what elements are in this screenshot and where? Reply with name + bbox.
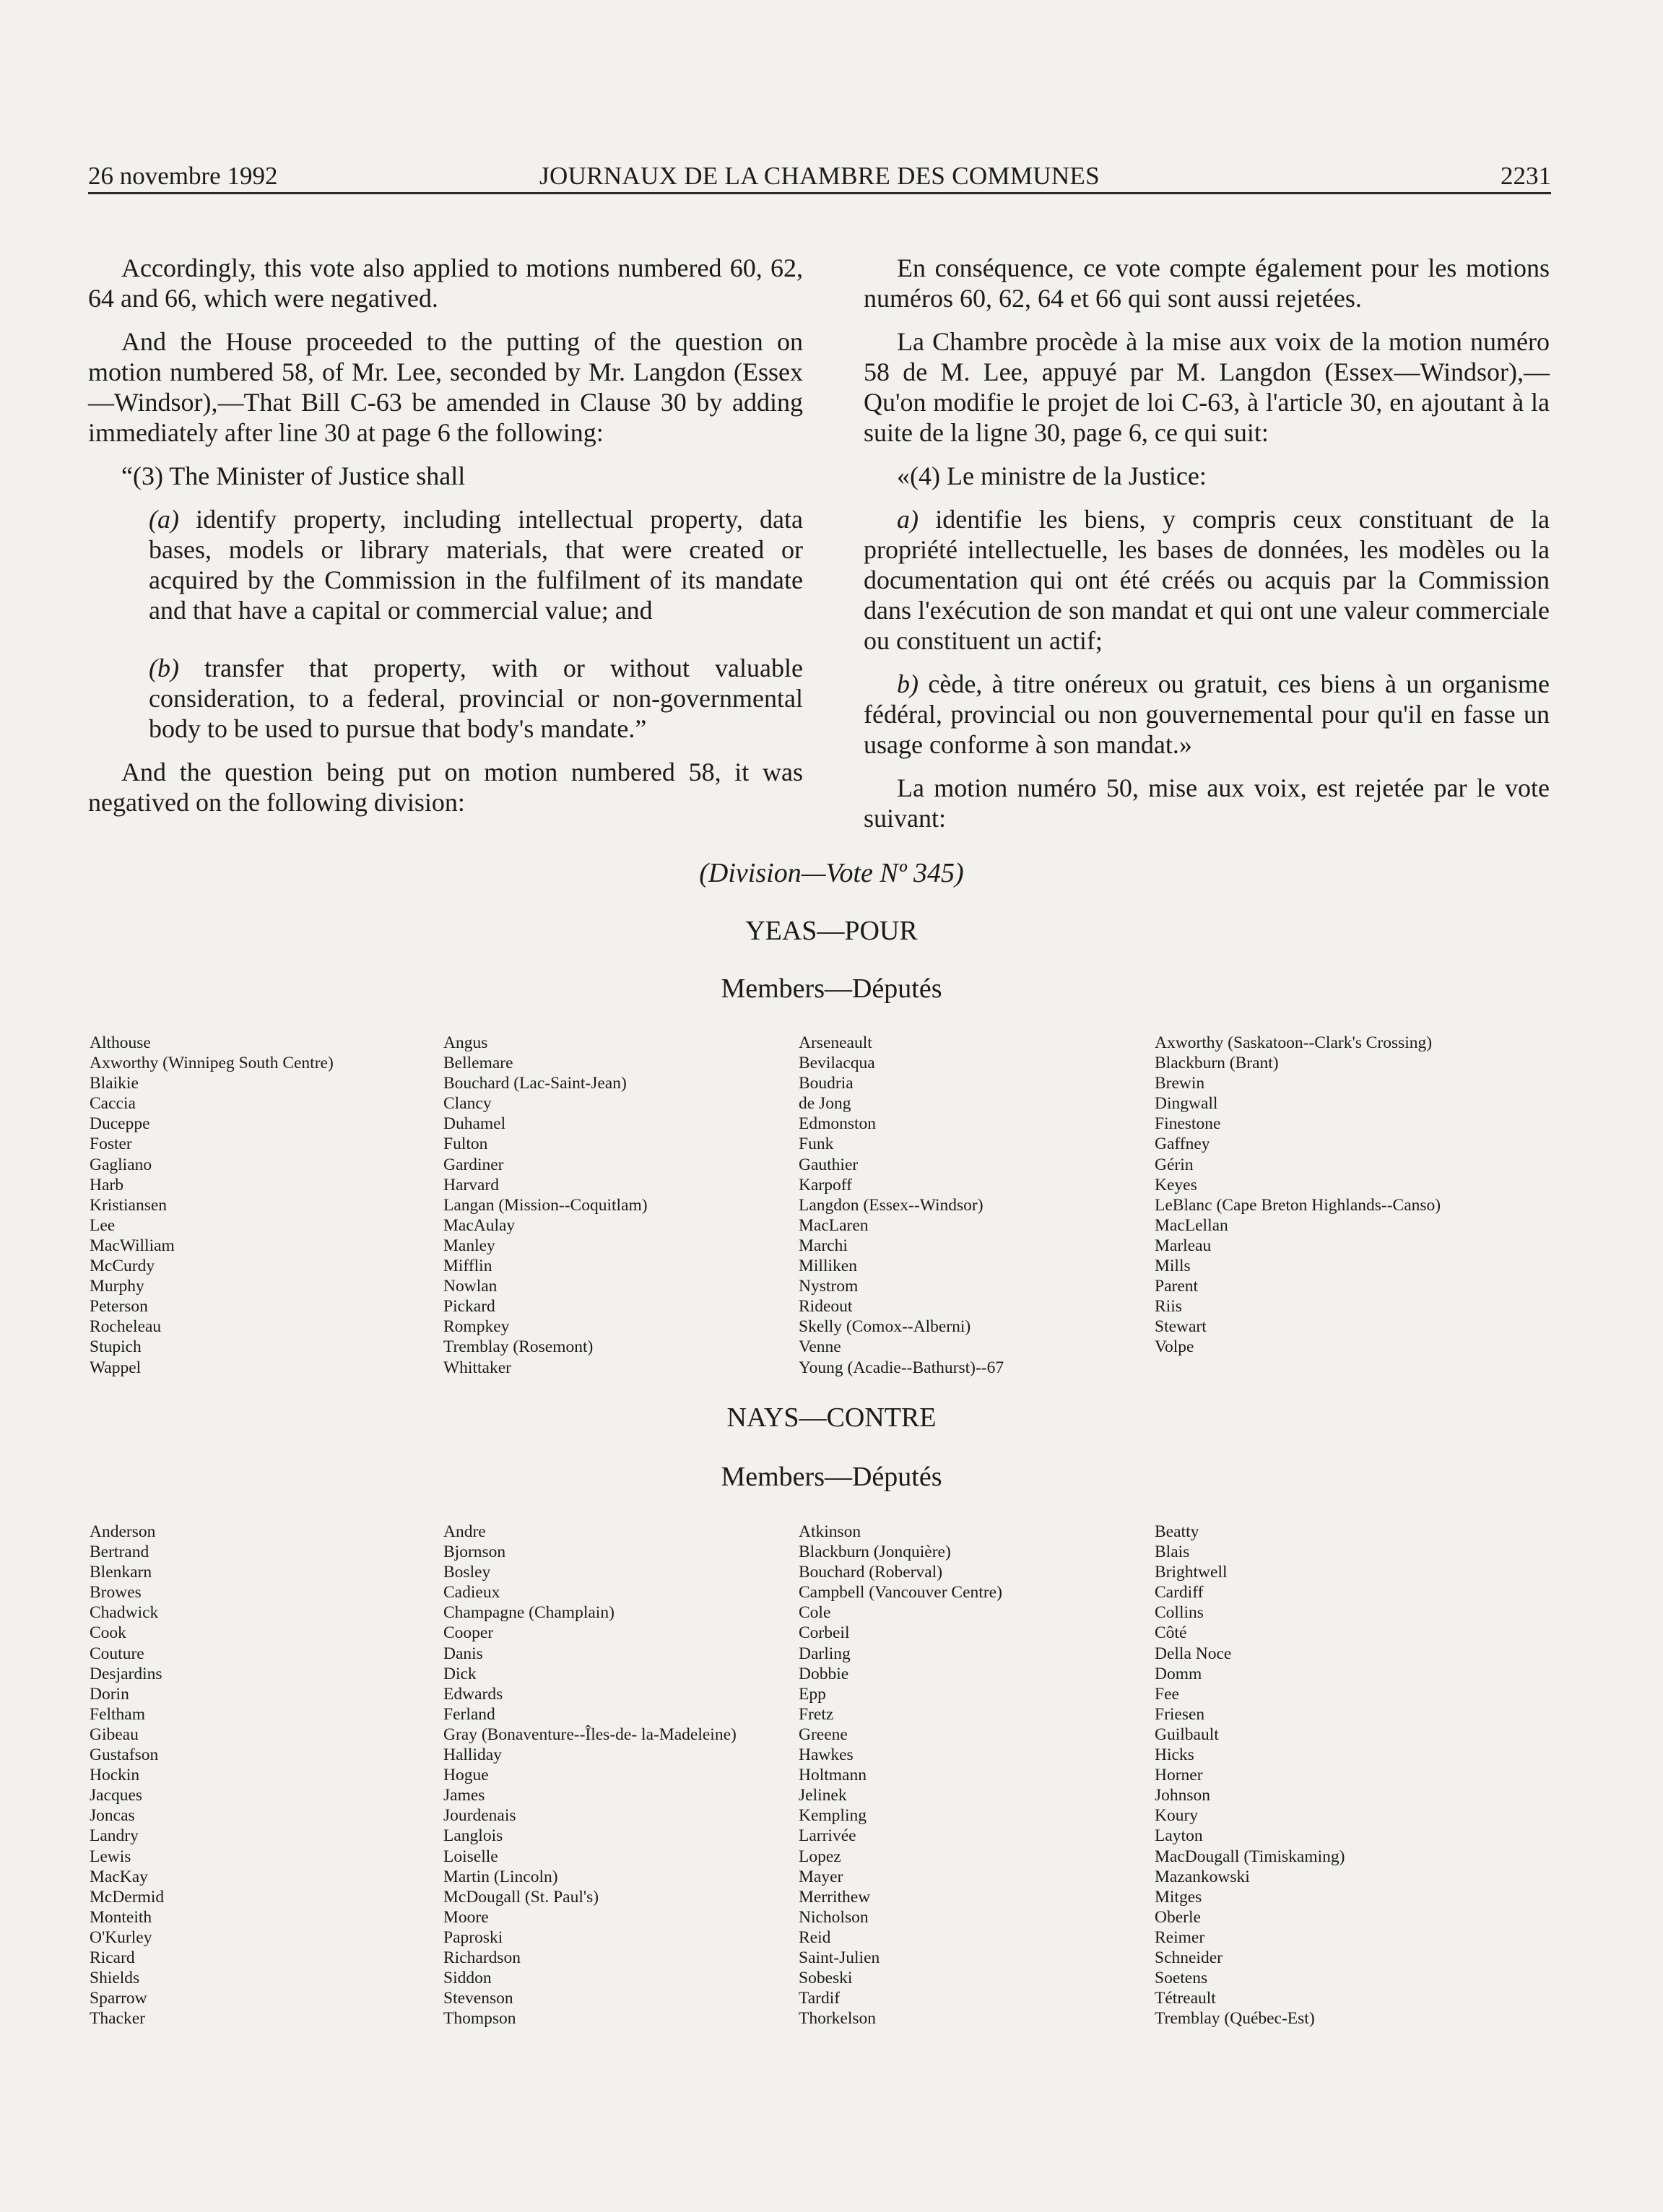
member-name: LeBlanc (Cape Breton Highlands--Canso) <box>1155 1195 1441 1215</box>
member-name: Brightwell <box>1155 1563 1228 1582</box>
member-name: Bevilacqua <box>799 1054 875 1073</box>
member-name: Gustafson <box>90 1745 159 1765</box>
member-name: Siddon <box>443 1969 492 1988</box>
member-name: Tremblay (Québec-Est) <box>1155 2009 1315 2029</box>
nays-names-column-3 <box>799 1522 1002 2029</box>
member-name: Langdon (Essex--Windsor) <box>799 1195 984 1215</box>
member-name: Fee <box>1155 1684 1179 1704</box>
page-header <box>88 160 1551 194</box>
en-paragraph-1: Accordingly, this vote also applied to motions numbered 60, 62, 64 and 66, which were negatived. <box>88 253 803 313</box>
member-name: Layton <box>1155 1826 1203 1846</box>
member-name: Langan (Mission--Coquitlam) <box>443 1195 648 1215</box>
member-name: Larrivée <box>799 1826 856 1846</box>
member-name: Greene <box>799 1725 848 1744</box>
member-name: Lee <box>90 1215 116 1235</box>
member-name: Cadieux <box>443 1583 500 1602</box>
member-name: Champagne (Champlain) <box>443 1603 615 1623</box>
member-name: Ferland <box>443 1704 495 1724</box>
member-name: Richardson <box>443 1948 521 1967</box>
member-name: Jourdenais <box>443 1806 516 1826</box>
member-name: Harb <box>90 1175 123 1194</box>
member-name: MacAulay <box>443 1215 516 1235</box>
member-name: Dobbie <box>799 1664 849 1683</box>
member-name: Young (Acadie--Bathurst)--67 <box>799 1358 1004 1377</box>
en-item-a-label: (a) <box>149 505 179 534</box>
member-name: Holtmann <box>799 1766 867 1785</box>
member-name: Bouchard (Lac-Saint-Jean) <box>443 1074 627 1093</box>
member-name: Marleau <box>1155 1236 1212 1255</box>
member-name: Venne <box>799 1337 841 1357</box>
member-name: Hogue <box>443 1766 489 1785</box>
member-name: Hockin <box>90 1766 140 1785</box>
member-name: Joncas <box>90 1806 135 1826</box>
member-name: Jelinek <box>799 1786 847 1805</box>
yeas-heading: YEAS—POUR <box>745 916 918 946</box>
member-name: Clancy <box>443 1094 492 1114</box>
member-name: MacLellan <box>1155 1215 1228 1235</box>
member-name: Côté <box>1155 1623 1187 1643</box>
member-name: Mills <box>1155 1257 1191 1276</box>
member-name: Cole <box>799 1603 831 1623</box>
member-name: Bouchard (Roberval) <box>799 1563 943 1582</box>
member-name: Stevenson <box>443 1989 513 2008</box>
member-name: Funk <box>799 1135 834 1154</box>
member-name: Karpoff <box>799 1175 852 1194</box>
member-name: Lopez <box>799 1847 841 1866</box>
member-name: Friesen <box>1155 1704 1205 1724</box>
member-name: Tardif <box>799 1989 841 2008</box>
member-name: Langlois <box>443 1826 503 1846</box>
member-name: Gauthier <box>799 1155 859 1174</box>
member-name: Moore <box>443 1907 489 1927</box>
member-name: Couture <box>90 1644 144 1663</box>
member-name: Nystrom <box>799 1277 859 1296</box>
member-name: Della Noce <box>1155 1644 1232 1663</box>
nays-names-column-1 <box>90 1522 164 2029</box>
member-name: Beatty <box>1155 1522 1199 1541</box>
member-name: Thorkelson <box>799 2009 877 2029</box>
member-name: Stewart <box>1155 1317 1207 1337</box>
member-name: McDougall (St. Paul's) <box>443 1887 599 1907</box>
member-name: Nowlan <box>443 1277 498 1296</box>
member-name: Duhamel <box>443 1114 506 1134</box>
en-paragraph-2: And the House proceeded to the putting of the question on motion numbered 58, of Mr. Lee, seconded by Mr. Langdon (Essex—Windsor),—That Bill C-63 be amended in Clause 30 by adding immediately after line 30 at page 6 the following: <box>88 327 803 447</box>
french-column <box>864 253 1550 846</box>
member-name: Schneider <box>1155 1948 1223 1967</box>
nays-names-column-4 <box>1155 1522 1345 2029</box>
member-name: Peterson <box>90 1297 148 1317</box>
member-name: Chadwick <box>90 1603 159 1623</box>
member-name: Murphy <box>90 1277 144 1296</box>
member-name: Campbell (Vancouver Centre) <box>799 1583 1002 1602</box>
en-item-a-text: identify property, including intellectual property, data bases, models or library materials, that were created or acquired by the Commission in the fulfilment of its mandate and that have a capital or commercial value; and <box>149 505 803 625</box>
member-name: Blenkarn <box>90 1563 152 1582</box>
member-name: Tétreault <box>1155 1989 1216 2008</box>
member-name: Mitges <box>1155 1887 1202 1907</box>
member-name: Oberle <box>1155 1907 1201 1927</box>
member-name: Finestone <box>1155 1114 1221 1134</box>
member-name: Epp <box>799 1684 826 1704</box>
member-name: Guilbault <box>1155 1725 1219 1744</box>
member-name: Gérin <box>1155 1155 1194 1174</box>
member-name: Bosley <box>443 1563 491 1582</box>
fr-item-b-label: b) <box>897 669 919 698</box>
member-name: Whittaker <box>443 1358 511 1377</box>
member-name: Gaffney <box>1155 1135 1210 1154</box>
member-name: Jacques <box>90 1786 143 1805</box>
member-name: Koury <box>1155 1806 1199 1826</box>
fr-paragraph-2: La Chambre procède à la mise aux voix de la motion numéro 58 de M. Lee, appuyé par M. Langdon (Essex—Windsor),—Qu'on modifie le projet de loi C-63, à l'article 30, en ajoutant à la suite de la ligne 30, page 6, ce qui suit: <box>864 327 1550 447</box>
member-name: Rompkey <box>443 1317 510 1337</box>
fr-item-b <box>864 669 1550 760</box>
yeas-names-column-1 <box>90 1033 334 1378</box>
member-name: Landry <box>90 1826 139 1846</box>
fr-item-b-text: cède, à titre onéreux ou gratuit, ces biens à un organisme fédéral, provincial ou non gouvernemental pour qu'il en fasse un usage conforme à son mandat.» <box>864 669 1550 759</box>
member-name: Harvard <box>443 1175 499 1194</box>
member-name: Feltham <box>90 1704 146 1724</box>
member-name: Cardiff <box>1155 1583 1204 1602</box>
member-name: Gibeau <box>90 1725 139 1744</box>
en-item-b-text: transfer that property, with or without valuable consideration, to a federal, provincial or non-governmental body to be used to pursue that body's mandate.” <box>149 654 803 743</box>
member-name: Axworthy (Saskatoon--Clark's Crossing) <box>1155 1033 1433 1052</box>
header-journal-title: JOURNAUX DE LA CHAMBRE DES COMMUNES <box>539 162 1100 190</box>
member-name: Bjornson <box>443 1543 506 1562</box>
member-name: Rideout <box>799 1297 853 1317</box>
member-name: Wappel <box>90 1358 142 1377</box>
member-name: Foster <box>90 1135 132 1154</box>
member-name: Edmonston <box>799 1114 877 1134</box>
member-name: Browes <box>90 1583 142 1602</box>
yeas-names-column-2 <box>443 1033 648 1378</box>
member-name: MacWilliam <box>90 1236 175 1255</box>
member-name: Stupich <box>90 1337 142 1357</box>
fr-item-a-text: identifie les biens, y compris ceux constituant de la propriété intellectuelle, les bases de données, les modèles ou la documentation qui ont été créés ou acquis par la Commission dans l'exécution de son mandat et qui ont une valeur commerciale ou constituent un actif; <box>864 505 1550 655</box>
member-name: Thacker <box>90 2009 145 2029</box>
member-name: Gardiner <box>443 1155 504 1174</box>
member-name: Atkinson <box>799 1522 861 1541</box>
member-name: McDermid <box>90 1887 165 1907</box>
nays-heading: NAYS—CONTRE <box>726 1402 937 1433</box>
member-name: Boudria <box>799 1074 854 1093</box>
member-name: Volpe <box>1155 1337 1194 1357</box>
member-name: James <box>443 1786 485 1805</box>
yeas-subheading: Members—Députés <box>721 973 942 1004</box>
member-name: Blaikie <box>90 1074 139 1093</box>
member-name: Gagliano <box>90 1155 152 1174</box>
member-name: O'Kurley <box>90 1927 152 1947</box>
member-name: Mazankowski <box>1155 1867 1250 1886</box>
member-name: Anderson <box>90 1522 156 1541</box>
en-item-a <box>149 504 803 625</box>
member-name: Martin (Lincoln) <box>443 1867 558 1886</box>
member-name: Caccia <box>90 1094 136 1114</box>
division-heading: (Division—Vote Nº 345) <box>699 858 964 888</box>
member-name: Duceppe <box>90 1114 150 1134</box>
member-name: Edwards <box>443 1684 503 1704</box>
member-name: Saint-Julien <box>799 1948 880 1967</box>
fr-item-a <box>864 504 1550 656</box>
en-item-b-label: (b) <box>149 654 179 682</box>
member-name: Paproski <box>443 1927 503 1947</box>
member-name: Dorin <box>90 1684 129 1704</box>
member-name: Corbeil <box>799 1623 850 1643</box>
member-name: Lewis <box>90 1847 131 1866</box>
member-name: Ricard <box>90 1948 135 1967</box>
member-name: Parent <box>1155 1277 1199 1296</box>
member-name: Sobeski <box>799 1969 853 1988</box>
member-name: de Jong <box>799 1094 851 1114</box>
member-name: Nicholson <box>799 1907 869 1927</box>
member-name: Arseneault <box>799 1033 872 1052</box>
member-name: Hawkes <box>799 1745 854 1765</box>
member-name: McCurdy <box>90 1257 155 1276</box>
member-name: Bertrand <box>90 1543 149 1562</box>
member-name: MacDougall (Timiskaming) <box>1155 1847 1345 1866</box>
member-name: Dingwall <box>1155 1094 1218 1114</box>
member-name: Blackburn (Jonquière) <box>799 1543 951 1562</box>
nays-names-column-2 <box>443 1522 737 2029</box>
member-name: Darling <box>799 1644 851 1663</box>
header-date: 26 novembre 1992 <box>88 162 278 190</box>
member-name: Halliday <box>443 1745 502 1765</box>
english-column <box>88 253 803 830</box>
member-name: Andre <box>443 1522 486 1541</box>
member-name: Kristiansen <box>90 1195 168 1215</box>
member-name: Manley <box>443 1236 495 1255</box>
member-name: Bellemare <box>443 1054 513 1073</box>
member-name: Hicks <box>1155 1745 1194 1765</box>
member-name: Mayer <box>799 1867 843 1886</box>
member-name: Soetens <box>1155 1969 1208 1988</box>
member-name: Blackburn (Brant) <box>1155 1054 1279 1073</box>
member-name: Loiselle <box>443 1847 498 1866</box>
member-name: Angus <box>443 1033 488 1052</box>
member-name: Shields <box>90 1969 140 1988</box>
member-name: Thompson <box>443 2009 516 2029</box>
member-name: Mifflin <box>443 1257 492 1276</box>
member-name: Johnson <box>1155 1786 1211 1805</box>
member-name: Sparrow <box>90 1989 147 2008</box>
en-quote-lead: “(3) The Minister of Justice shall <box>121 461 466 490</box>
member-name: Cooper <box>443 1623 494 1643</box>
member-name: Collins <box>1155 1603 1204 1623</box>
member-name: Blais <box>1155 1543 1190 1562</box>
nays-subheading: Members—Députés <box>721 1462 942 1492</box>
member-name: Gray (Bonaventure--Îles-de- la-Madeleine) <box>443 1725 737 1744</box>
member-name: Brewin <box>1155 1074 1205 1093</box>
member-name: Kempling <box>799 1806 867 1826</box>
member-name: Reid <box>799 1927 831 1947</box>
en-paragraph-4: And the question being put on motion numbered 58, it was negatived on the following division: <box>88 758 803 817</box>
member-name: MacLaren <box>799 1215 869 1235</box>
yeas-names-column-4 <box>1155 1033 1441 1358</box>
member-name: Althouse <box>90 1033 151 1052</box>
member-name: Axworthy (Winnipeg South Centre) <box>90 1054 334 1073</box>
member-name: Monteith <box>90 1907 152 1927</box>
fr-item-a-label: a) <box>897 505 919 534</box>
fr-paragraph-1: En conséquence, ce vote compte également pour les motions numéros 60, 62, 64 et 66 qui sont aussi rejetées. <box>864 253 1550 313</box>
member-name: Horner <box>1155 1766 1203 1785</box>
member-name: Fulton <box>443 1135 488 1154</box>
header-page-number: 2231 <box>1501 162 1551 190</box>
member-name: Reimer <box>1155 1927 1205 1947</box>
member-name: Pickard <box>443 1297 495 1317</box>
member-name: Milliken <box>799 1257 857 1276</box>
member-name: Fretz <box>799 1704 834 1724</box>
en-item-b <box>149 653 803 744</box>
member-name: MacKay <box>90 1867 148 1886</box>
yeas-names-column-3 <box>799 1033 1004 1378</box>
fr-paragraph-4: La motion numéro 50, mise aux voix, est rejetée par le vote suivant: <box>864 773 1550 833</box>
member-name: Tremblay (Rosemont) <box>443 1337 594 1357</box>
fr-quote-lead: «(4) Le ministre de la Justice: <box>897 461 1207 490</box>
member-name: Merrithew <box>799 1887 871 1907</box>
member-name: Domm <box>1155 1664 1202 1683</box>
member-name: Keyes <box>1155 1175 1197 1194</box>
member-name: Marchi <box>799 1236 848 1255</box>
member-name: Riis <box>1155 1297 1182 1317</box>
member-name: Danis <box>443 1644 483 1663</box>
member-name: Rocheleau <box>90 1317 162 1337</box>
member-name: Skelly (Comox--Alberni) <box>799 1317 971 1337</box>
member-name: Cook <box>90 1623 126 1643</box>
member-name: Dick <box>443 1664 477 1683</box>
member-name: Desjardins <box>90 1664 162 1683</box>
